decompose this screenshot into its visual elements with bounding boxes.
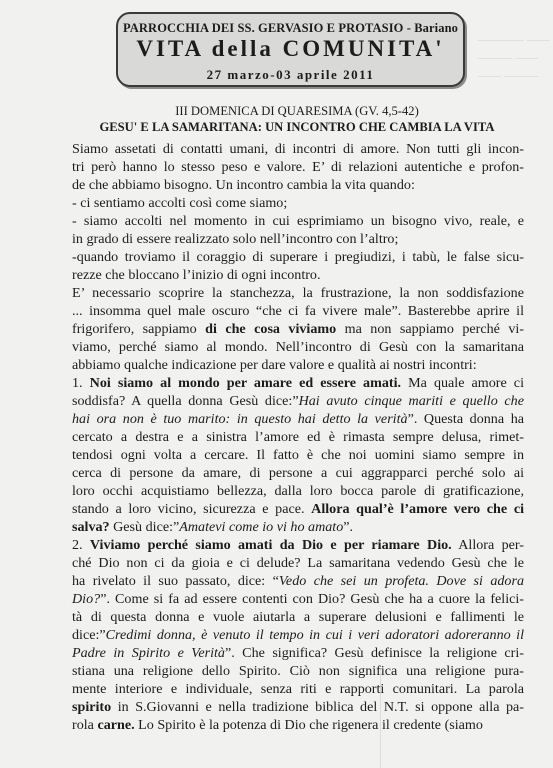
text-run: 1. xyxy=(72,375,90,391)
article-line xyxy=(72,482,524,500)
article-line xyxy=(72,158,524,176)
article-line xyxy=(72,392,524,410)
article-line xyxy=(72,338,524,356)
article-line xyxy=(72,410,524,428)
bold-text: di che cosa viviamo xyxy=(205,321,337,337)
text-run: - ci sentiamo accolti così come siamo; xyxy=(72,195,288,211)
article-line xyxy=(72,662,524,680)
text-run: tà di questa donna e vuole aiutarla a superare delusioni e fallimenti le xyxy=(72,609,524,625)
text-run: Siamo assetati di contatti umani, di incontri di amore. Non tutti gli incon- xyxy=(72,141,524,157)
bold-text: carne. xyxy=(97,717,135,733)
italic-quote: Hai avuto cinque mariti e quello che xyxy=(298,393,524,409)
text-run: stiana una religione dello Spirito. Ciò non significa una religione pura- xyxy=(72,663,524,679)
bulletin-title: VITA della COMUNITA' xyxy=(136,36,445,61)
text-run: loro occhi acquistiamo bellezza, dalla loro bocca parole di gratificazione, xyxy=(72,483,524,499)
text-run: ché Dio non ci da gioia e ci delude? La samaritana vedendo Gesù che le xyxy=(72,555,524,571)
parish-name: PARROCCHIA DEI SS. GERVASIO E PROTASIO - Bariano xyxy=(123,21,458,35)
text-run: viamo, perché siamo al mondo. Nell’incontro di Gesù con la samaritana xyxy=(72,339,524,355)
article-line xyxy=(72,140,524,158)
text-run: Lo Spirito è la potenza di Dio che rigenera il credente (siamo xyxy=(134,717,483,733)
text-run: in grado di essere realizzato solo nell’incontro con l’altro; xyxy=(72,231,399,247)
article-line xyxy=(72,464,524,482)
text-run: Gesù dice:” xyxy=(109,519,180,535)
article-subtitle: III DOMENICA DI QUARESIMA (GV. 4,5-42) xyxy=(175,104,419,118)
article-line xyxy=(72,302,524,320)
text-run: ”. Che significa? Gesù definisce la religione cri- xyxy=(224,645,524,661)
text-run: - siamo accolti nel momento in cui esprimiamo un bisogno vivo, reale, e xyxy=(72,213,524,229)
italic-quote: Amatevi come io vi ho amato xyxy=(179,519,344,535)
text-run: rola xyxy=(72,717,98,733)
article-line xyxy=(72,626,524,644)
text-run: in S.Giovanni e nella tradizione biblica del N.T. si oppone alla pa- xyxy=(111,699,524,715)
text-run: ”. Questa donna ha xyxy=(407,411,524,427)
text-run: Ma quale amore ci xyxy=(401,375,524,391)
italic-quote: Credimi donna, è venuto il tempo in cui i veri adoratori adoreranno il xyxy=(105,627,524,643)
bold-text: Noi siamo al mondo per amare ed essere amati. xyxy=(89,375,402,391)
article-line xyxy=(72,374,524,392)
text-run: tendosi ogni volta a cercare. Il fatto è che noi uomini siamo sempre in xyxy=(72,447,524,463)
article-line xyxy=(72,194,524,212)
article-line xyxy=(72,716,524,734)
article-line xyxy=(72,608,524,626)
article-line xyxy=(72,644,524,662)
article-line xyxy=(72,176,524,194)
text-run: 2. xyxy=(72,537,90,553)
masthead xyxy=(116,12,465,87)
text-run: stando a loro vicino, sicurezza e pace. xyxy=(72,501,312,517)
article-line xyxy=(72,212,524,230)
bold-text: spirito xyxy=(72,699,112,715)
text-run: ha rivelato il suo passato, dice: “ xyxy=(72,573,279,589)
article-line xyxy=(72,500,524,518)
italic-quote: hai ora non è tuo marito: in questo hai detto la verità xyxy=(72,411,408,427)
text-run: dice:” xyxy=(72,627,106,643)
bold-text: Allora qual’è l’amore vero che ci xyxy=(311,501,524,517)
text-run: ”. Come si fa ad essere contenti con Dio? Gesù che ha a cuore la felici- xyxy=(100,591,524,607)
text-run: E’ necessario scoprire la stanchezza, la frustrazione, la non soddisfazione xyxy=(72,285,524,301)
article-line xyxy=(72,536,524,554)
article-line xyxy=(72,428,524,446)
show-through-text: —— ——— xyxy=(478,70,539,82)
bold-text: salva? xyxy=(72,519,110,535)
text-run: cerca di persone da amare, di persone a cui aggrapparci perché solo ai xyxy=(72,465,524,481)
article-line xyxy=(72,248,524,266)
text-run: ”. xyxy=(343,519,354,535)
show-through-text: ——— —— xyxy=(478,52,539,64)
article-line xyxy=(72,680,524,698)
italic-quote: Vedo che sei un profeta. Dove si adora xyxy=(278,573,524,589)
text-run: -quando troviamo il coraggio di superare i pregiudizi, i tabù, le false sicu- xyxy=(72,249,524,265)
text-run: cercato a destra e a sinistra l’amore ed è rimasta sempre delusa, rimet- xyxy=(72,429,524,445)
article-line xyxy=(72,284,524,302)
article-line xyxy=(72,698,524,716)
article-line xyxy=(72,230,524,248)
bold-text: Viviamo perché siamo amati da Dio e per riamare Dio. xyxy=(89,537,452,553)
text-run: abbiamo qualche indicazione per dare valore e qualità ai nostri incontri: xyxy=(72,357,477,373)
article-body xyxy=(72,140,524,734)
article-line xyxy=(72,266,524,284)
article-line xyxy=(72,356,524,374)
article-title: GESU' E LA SAMARITANA: UN INCONTRO CHE CAMBIA LA VITA xyxy=(99,120,495,134)
article-line xyxy=(72,320,524,338)
article-line xyxy=(72,554,524,572)
text-run: de che abbiamo bisogno. Un incontro cambia la vita quando: xyxy=(72,177,415,193)
article-line xyxy=(72,590,524,608)
article-line xyxy=(72,572,524,590)
text-run: ma non sappiamo perché vi- xyxy=(336,321,525,337)
text-run: ... insomma quel male oscuro “che ci fa vivere male”. Basterebbe aprire il xyxy=(72,303,524,319)
text-run: Allora per- xyxy=(451,537,524,553)
text-run: soddisfa? A quella donna Gesù dice:” xyxy=(72,393,299,409)
text-run: frigorifero, sappiamo xyxy=(72,321,206,337)
text-run: rezze che bloccano l’inizio di ogni incontro. xyxy=(72,267,321,283)
article-line xyxy=(72,518,524,536)
italic-quote: Padre in Spirito e Verità xyxy=(72,645,225,661)
article-line xyxy=(72,446,524,464)
text-run: tri però hanno lo stesso peso e valore. E’ di relazioni autentiche e profon- xyxy=(72,159,524,175)
text-run: mente interiore e individuale, senza riti e rapporti comunitari. La parola xyxy=(72,681,524,697)
show-through-text: ———— —— xyxy=(478,34,550,46)
italic-quote: Dio? xyxy=(72,591,101,607)
bulletin-dates: 27 marzo-03 aprile 2011 xyxy=(206,67,375,82)
